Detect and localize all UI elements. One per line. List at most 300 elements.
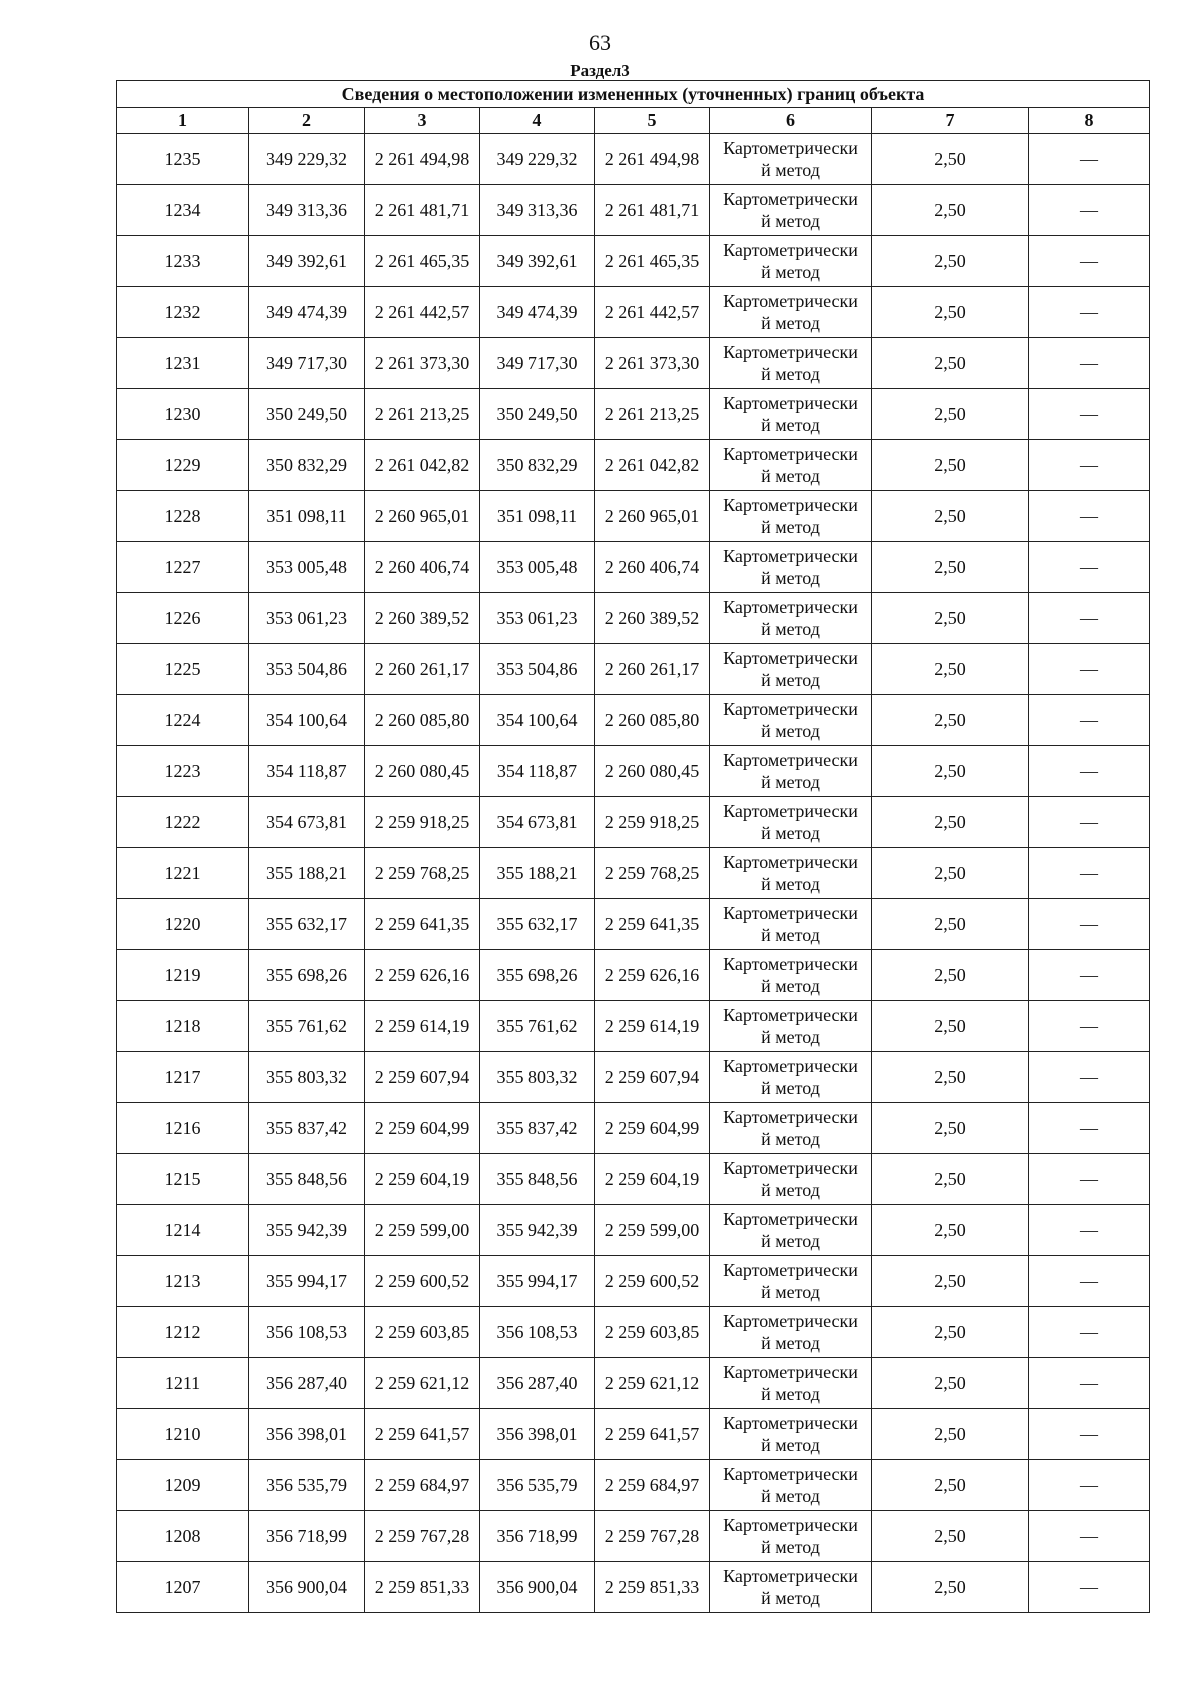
method-text-line2: й метод xyxy=(761,1231,820,1251)
y-existing-cell: 2 260 406,74 xyxy=(365,542,480,593)
y-refined-cell: 2 260 085,80 xyxy=(595,695,710,746)
column-number: 7 xyxy=(872,108,1029,134)
note-cell: — xyxy=(1029,1052,1150,1103)
method-text-line1: Картометрически xyxy=(723,648,858,668)
note-cell: — xyxy=(1029,1154,1150,1205)
accuracy-cell: 2,50 xyxy=(872,899,1029,950)
column-number: 2 xyxy=(249,108,365,134)
y-refined-cell: 2 261 213,25 xyxy=(595,389,710,440)
x-refined-cell: 353 005,48 xyxy=(480,542,595,593)
y-refined-cell: 2 259 767,28 xyxy=(595,1511,710,1562)
y-refined-cell: 2 259 607,94 xyxy=(595,1052,710,1103)
y-existing-cell: 2 259 768,25 xyxy=(365,848,480,899)
accuracy-cell: 2,50 xyxy=(872,338,1029,389)
x-existing-cell: 355 994,17 xyxy=(249,1256,365,1307)
point-id-cell: 1216 xyxy=(117,1103,249,1154)
method-cell xyxy=(710,1052,872,1103)
y-refined-cell: 2 259 599,00 xyxy=(595,1205,710,1256)
x-refined-cell: 349 717,30 xyxy=(480,338,595,389)
x-existing-cell: 353 504,86 xyxy=(249,644,365,695)
y-refined-cell: 2 261 373,30 xyxy=(595,338,710,389)
method-cell xyxy=(710,1256,872,1307)
x-existing-cell: 355 942,39 xyxy=(249,1205,365,1256)
y-existing-cell: 2 260 389,52 xyxy=(365,593,480,644)
point-id-cell: 1223 xyxy=(117,746,249,797)
accuracy-cell: 2,50 xyxy=(872,1154,1029,1205)
y-existing-cell: 2 260 261,17 xyxy=(365,644,480,695)
x-existing-cell: 354 118,87 xyxy=(249,746,365,797)
table-row xyxy=(117,1001,1150,1052)
table-row xyxy=(117,440,1150,491)
y-refined-cell: 2 259 626,16 xyxy=(595,950,710,1001)
x-existing-cell: 355 761,62 xyxy=(249,1001,365,1052)
x-refined-cell: 354 673,81 xyxy=(480,797,595,848)
y-existing-cell: 2 259 851,33 xyxy=(365,1562,480,1613)
point-id-cell: 1214 xyxy=(117,1205,249,1256)
point-id-cell: 1231 xyxy=(117,338,249,389)
method-text-line2: й метод xyxy=(761,211,820,231)
method-cell xyxy=(710,899,872,950)
point-id-cell: 1226 xyxy=(117,593,249,644)
y-existing-cell: 2 261 042,82 xyxy=(365,440,480,491)
method-cell xyxy=(710,1460,872,1511)
x-refined-cell: 355 188,21 xyxy=(480,848,595,899)
y-refined-cell: 2 259 621,12 xyxy=(595,1358,710,1409)
x-existing-cell: 350 832,29 xyxy=(249,440,365,491)
accuracy-cell: 2,50 xyxy=(872,1205,1029,1256)
method-text-line1: Картометрически xyxy=(723,903,858,923)
x-refined-cell: 356 900,04 xyxy=(480,1562,595,1613)
point-id-cell: 1208 xyxy=(117,1511,249,1562)
note-cell: — xyxy=(1029,1205,1150,1256)
accuracy-cell: 2,50 xyxy=(872,695,1029,746)
accuracy-cell: 2,50 xyxy=(872,389,1029,440)
x-refined-cell: 349 392,61 xyxy=(480,236,595,287)
note-cell: — xyxy=(1029,338,1150,389)
y-refined-cell: 2 259 604,99 xyxy=(595,1103,710,1154)
y-refined-cell: 2 259 600,52 xyxy=(595,1256,710,1307)
table-row xyxy=(117,1511,1150,1562)
x-refined-cell: 356 287,40 xyxy=(480,1358,595,1409)
method-text-line1: Картометрически xyxy=(723,546,858,566)
note-cell: — xyxy=(1029,1562,1150,1613)
method-text-line1: Картометрически xyxy=(723,240,858,260)
accuracy-cell: 2,50 xyxy=(872,134,1029,185)
x-refined-cell: 353 061,23 xyxy=(480,593,595,644)
table-caption: Сведения о местоположении измененных (уточненных) границ объекта xyxy=(117,81,1150,108)
column-number: 6 xyxy=(710,108,872,134)
x-refined-cell: 354 100,64 xyxy=(480,695,595,746)
method-cell xyxy=(710,287,872,338)
y-refined-cell: 2 261 481,71 xyxy=(595,185,710,236)
column-number: 5 xyxy=(595,108,710,134)
note-cell: — xyxy=(1029,1460,1150,1511)
accuracy-cell: 2,50 xyxy=(872,1307,1029,1358)
point-id-cell: 1234 xyxy=(117,185,249,236)
method-text-line1: Картометрически xyxy=(723,1464,858,1484)
method-text-line1: Картометрически xyxy=(723,342,858,362)
x-existing-cell: 349 392,61 xyxy=(249,236,365,287)
point-id-cell: 1227 xyxy=(117,542,249,593)
note-cell: — xyxy=(1029,1307,1150,1358)
y-refined-cell: 2 259 684,97 xyxy=(595,1460,710,1511)
method-cell xyxy=(710,185,872,236)
note-cell: — xyxy=(1029,134,1150,185)
method-cell xyxy=(710,695,872,746)
y-existing-cell: 2 259 600,52 xyxy=(365,1256,480,1307)
point-id-cell: 1228 xyxy=(117,491,249,542)
note-cell: — xyxy=(1029,695,1150,746)
accuracy-cell: 2,50 xyxy=(872,950,1029,1001)
method-text-line1: Картометрически xyxy=(723,1362,858,1382)
method-text-line1: Картометрически xyxy=(723,291,858,311)
table-caption-row xyxy=(117,81,1150,108)
note-cell: — xyxy=(1029,797,1150,848)
method-text-line2: й метод xyxy=(761,976,820,996)
x-refined-cell: 355 698,26 xyxy=(480,950,595,1001)
method-cell xyxy=(710,236,872,287)
y-existing-cell: 2 261 213,25 xyxy=(365,389,480,440)
page-number: 63 xyxy=(589,30,611,55)
method-cell xyxy=(710,644,872,695)
method-text-line1: Картометрически xyxy=(723,495,858,515)
method-text-line2: й метод xyxy=(761,1588,820,1608)
method-text-line2: й метод xyxy=(761,466,820,486)
y-refined-cell: 2 259 614,19 xyxy=(595,1001,710,1052)
y-existing-cell: 2 259 614,19 xyxy=(365,1001,480,1052)
method-cell xyxy=(710,746,872,797)
x-existing-cell: 350 249,50 xyxy=(249,389,365,440)
point-id-cell: 1233 xyxy=(117,236,249,287)
x-existing-cell: 355 837,42 xyxy=(249,1103,365,1154)
point-id-cell: 1235 xyxy=(117,134,249,185)
table-row xyxy=(117,1358,1150,1409)
method-text-line1: Картометрически xyxy=(723,852,858,872)
accuracy-cell: 2,50 xyxy=(872,1511,1029,1562)
y-refined-cell: 2 260 965,01 xyxy=(595,491,710,542)
method-text-line2: й метод xyxy=(761,619,820,639)
x-refined-cell: 349 229,32 xyxy=(480,134,595,185)
table-row xyxy=(117,695,1150,746)
table-row xyxy=(117,1307,1150,1358)
method-text-line2: й метод xyxy=(761,160,820,180)
method-text-line1: Картометрически xyxy=(723,393,858,413)
y-existing-cell: 2 259 626,16 xyxy=(365,950,480,1001)
point-id-cell: 1210 xyxy=(117,1409,249,1460)
accuracy-cell: 2,50 xyxy=(872,491,1029,542)
method-text-line2: й метод xyxy=(761,313,820,333)
method-text-line1: Картометрически xyxy=(723,801,858,821)
point-id-cell: 1219 xyxy=(117,950,249,1001)
method-text-line1: Картометрически xyxy=(723,1515,858,1535)
method-text-line2: й метод xyxy=(761,1129,820,1149)
table-row xyxy=(117,1409,1150,1460)
table-row xyxy=(117,848,1150,899)
method-text-line2: й метод xyxy=(761,1537,820,1557)
method-text-line1: Картометрически xyxy=(723,1209,858,1229)
note-cell: — xyxy=(1029,950,1150,1001)
method-text-line1: Картометрически xyxy=(723,189,858,209)
y-existing-cell: 2 259 604,19 xyxy=(365,1154,480,1205)
method-cell xyxy=(710,440,872,491)
y-existing-cell: 2 259 767,28 xyxy=(365,1511,480,1562)
method-text-line1: Картометрически xyxy=(723,1056,858,1076)
table-row xyxy=(117,1205,1150,1256)
method-cell xyxy=(710,1103,872,1154)
y-refined-cell: 2 259 918,25 xyxy=(595,797,710,848)
y-existing-cell: 2 259 641,57 xyxy=(365,1409,480,1460)
x-existing-cell: 356 398,01 xyxy=(249,1409,365,1460)
y-refined-cell: 2 261 442,57 xyxy=(595,287,710,338)
x-existing-cell: 349 474,39 xyxy=(249,287,365,338)
method-cell xyxy=(710,950,872,1001)
column-number-row xyxy=(117,108,1150,134)
x-existing-cell: 353 005,48 xyxy=(249,542,365,593)
method-cell xyxy=(710,1562,872,1613)
x-refined-cell: 356 398,01 xyxy=(480,1409,595,1460)
note-cell: — xyxy=(1029,1001,1150,1052)
method-text-line2: й метод xyxy=(761,874,820,894)
note-cell: — xyxy=(1029,1511,1150,1562)
method-text-line2: й метод xyxy=(761,1384,820,1404)
method-text-line1: Картометрически xyxy=(723,1107,858,1127)
x-existing-cell: 356 900,04 xyxy=(249,1562,365,1613)
note-cell: — xyxy=(1029,1103,1150,1154)
y-refined-cell: 2 259 604,19 xyxy=(595,1154,710,1205)
table-row xyxy=(117,899,1150,950)
y-existing-cell: 2 259 607,94 xyxy=(365,1052,480,1103)
note-cell: — xyxy=(1029,185,1150,236)
note-cell: — xyxy=(1029,440,1150,491)
method-cell xyxy=(710,1307,872,1358)
accuracy-cell: 2,50 xyxy=(872,1103,1029,1154)
accuracy-cell: 2,50 xyxy=(872,236,1029,287)
note-cell: — xyxy=(1029,542,1150,593)
accuracy-cell: 2,50 xyxy=(872,287,1029,338)
column-number: 4 xyxy=(480,108,595,134)
accuracy-cell: 2,50 xyxy=(872,440,1029,491)
method-text-line2: й метод xyxy=(761,1078,820,1098)
method-text-line2: й метод xyxy=(761,517,820,537)
accuracy-cell: 2,50 xyxy=(872,797,1029,848)
y-existing-cell: 2 261 494,98 xyxy=(365,134,480,185)
note-cell: — xyxy=(1029,1409,1150,1460)
note-cell: — xyxy=(1029,848,1150,899)
method-cell xyxy=(710,1511,872,1562)
note-cell: — xyxy=(1029,389,1150,440)
y-refined-cell: 2 259 641,35 xyxy=(595,899,710,950)
table-row xyxy=(117,950,1150,1001)
x-refined-cell: 355 837,42 xyxy=(480,1103,595,1154)
column-number: 3 xyxy=(365,108,480,134)
table-row xyxy=(117,1052,1150,1103)
y-existing-cell: 2 259 684,97 xyxy=(365,1460,480,1511)
accuracy-cell: 2,50 xyxy=(872,644,1029,695)
point-id-cell: 1207 xyxy=(117,1562,249,1613)
y-refined-cell: 2 261 465,35 xyxy=(595,236,710,287)
accuracy-cell: 2,50 xyxy=(872,1052,1029,1103)
x-existing-cell: 349 313,36 xyxy=(249,185,365,236)
column-number: 8 xyxy=(1029,108,1150,134)
x-refined-cell: 354 118,87 xyxy=(480,746,595,797)
y-existing-cell: 2 260 965,01 xyxy=(365,491,480,542)
method-cell xyxy=(710,1409,872,1460)
method-text-line1: Картометрически xyxy=(723,699,858,719)
x-refined-cell: 353 504,86 xyxy=(480,644,595,695)
y-refined-cell: 2 260 080,45 xyxy=(595,746,710,797)
table-row xyxy=(117,1460,1150,1511)
table-row xyxy=(117,746,1150,797)
x-existing-cell: 356 718,99 xyxy=(249,1511,365,1562)
method-text-line2: й метод xyxy=(761,415,820,435)
table-row xyxy=(117,593,1150,644)
note-cell: — xyxy=(1029,1358,1150,1409)
x-existing-cell: 355 698,26 xyxy=(249,950,365,1001)
note-cell: — xyxy=(1029,287,1150,338)
method-text-line1: Картометрически xyxy=(723,1566,858,1586)
table-row xyxy=(117,287,1150,338)
table-row xyxy=(117,338,1150,389)
x-refined-cell: 355 803,32 xyxy=(480,1052,595,1103)
point-id-cell: 1230 xyxy=(117,389,249,440)
table-row xyxy=(117,1103,1150,1154)
method-text-line2: й метод xyxy=(761,262,820,282)
method-cell xyxy=(710,848,872,899)
table-body xyxy=(117,134,1150,1613)
accuracy-cell: 2,50 xyxy=(872,185,1029,236)
y-refined-cell: 2 259 641,57 xyxy=(595,1409,710,1460)
y-refined-cell: 2 260 389,52 xyxy=(595,593,710,644)
method-text-line2: й метод xyxy=(761,1333,820,1353)
x-existing-cell: 356 108,53 xyxy=(249,1307,365,1358)
x-existing-cell: 354 673,81 xyxy=(249,797,365,848)
boundary-coordinates-table xyxy=(116,80,1150,1613)
section-title: Раздел3 xyxy=(570,61,630,80)
method-text-line2: й метод xyxy=(761,670,820,690)
accuracy-cell: 2,50 xyxy=(872,848,1029,899)
x-existing-cell: 356 287,40 xyxy=(249,1358,365,1409)
point-id-cell: 1215 xyxy=(117,1154,249,1205)
method-text-line1: Картометрически xyxy=(723,444,858,464)
accuracy-cell: 2,50 xyxy=(872,1001,1029,1052)
note-cell: — xyxy=(1029,899,1150,950)
y-refined-cell: 2 259 851,33 xyxy=(595,1562,710,1613)
method-text-line2: й метод xyxy=(761,1486,820,1506)
x-refined-cell: 355 632,17 xyxy=(480,899,595,950)
method-text-line2: й метод xyxy=(761,1180,820,1200)
note-cell: — xyxy=(1029,1256,1150,1307)
x-existing-cell: 349 717,30 xyxy=(249,338,365,389)
y-existing-cell: 2 261 373,30 xyxy=(365,338,480,389)
method-text-line2: й метод xyxy=(761,1435,820,1455)
x-existing-cell: 355 632,17 xyxy=(249,899,365,950)
table-row xyxy=(117,389,1150,440)
y-existing-cell: 2 259 621,12 xyxy=(365,1358,480,1409)
x-refined-cell: 351 098,11 xyxy=(480,491,595,542)
note-cell: — xyxy=(1029,236,1150,287)
method-text-line2: й метод xyxy=(761,823,820,843)
note-cell: — xyxy=(1029,746,1150,797)
y-refined-cell: 2 260 261,17 xyxy=(595,644,710,695)
x-refined-cell: 356 535,79 xyxy=(480,1460,595,1511)
method-cell xyxy=(710,797,872,848)
table-row xyxy=(117,134,1150,185)
method-cell xyxy=(710,389,872,440)
point-id-cell: 1232 xyxy=(117,287,249,338)
method-text-line2: й метод xyxy=(761,1027,820,1047)
method-text-line1: Картометрически xyxy=(723,138,858,158)
y-existing-cell: 2 259 604,99 xyxy=(365,1103,480,1154)
method-cell xyxy=(710,1001,872,1052)
method-text-line2: й метод xyxy=(761,721,820,741)
point-id-cell: 1209 xyxy=(117,1460,249,1511)
y-existing-cell: 2 259 641,35 xyxy=(365,899,480,950)
x-refined-cell: 356 718,99 xyxy=(480,1511,595,1562)
method-cell xyxy=(710,593,872,644)
note-cell: — xyxy=(1029,593,1150,644)
point-id-cell: 1213 xyxy=(117,1256,249,1307)
method-text-line1: Картометрически xyxy=(723,954,858,974)
accuracy-cell: 2,50 xyxy=(872,746,1029,797)
x-refined-cell: 355 761,62 xyxy=(480,1001,595,1052)
method-cell xyxy=(710,1154,872,1205)
point-id-cell: 1222 xyxy=(117,797,249,848)
table-row xyxy=(117,1256,1150,1307)
point-id-cell: 1211 xyxy=(117,1358,249,1409)
method-text-line1: Картометрически xyxy=(723,1158,858,1178)
method-cell xyxy=(710,491,872,542)
point-id-cell: 1225 xyxy=(117,644,249,695)
column-number: 1 xyxy=(117,108,249,134)
method-cell xyxy=(710,134,872,185)
point-id-cell: 1217 xyxy=(117,1052,249,1103)
table-row xyxy=(117,491,1150,542)
y-existing-cell: 2 260 080,45 xyxy=(365,746,480,797)
note-cell: — xyxy=(1029,491,1150,542)
method-text-line2: й метод xyxy=(761,1282,820,1302)
point-id-cell: 1221 xyxy=(117,848,249,899)
accuracy-cell: 2,50 xyxy=(872,1256,1029,1307)
x-refined-cell: 355 848,56 xyxy=(480,1154,595,1205)
x-refined-cell: 356 108,53 xyxy=(480,1307,595,1358)
x-refined-cell: 349 474,39 xyxy=(480,287,595,338)
y-refined-cell: 2 260 406,74 xyxy=(595,542,710,593)
x-existing-cell: 351 098,11 xyxy=(249,491,365,542)
y-existing-cell: 2 261 442,57 xyxy=(365,287,480,338)
point-id-cell: 1212 xyxy=(117,1307,249,1358)
point-id-cell: 1218 xyxy=(117,1001,249,1052)
x-existing-cell: 349 229,32 xyxy=(249,134,365,185)
method-cell xyxy=(710,1205,872,1256)
method-text-line1: Картометрически xyxy=(723,1005,858,1025)
y-existing-cell: 2 259 918,25 xyxy=(365,797,480,848)
y-existing-cell: 2 259 603,85 xyxy=(365,1307,480,1358)
accuracy-cell: 2,50 xyxy=(872,542,1029,593)
method-text-line1: Картометрически xyxy=(723,1311,858,1331)
y-existing-cell: 2 261 465,35 xyxy=(365,236,480,287)
note-cell: — xyxy=(1029,644,1150,695)
method-text-line1: Картометрически xyxy=(723,1260,858,1280)
y-existing-cell: 2 259 599,00 xyxy=(365,1205,480,1256)
table-row xyxy=(117,644,1150,695)
point-id-cell: 1220 xyxy=(117,899,249,950)
x-refined-cell: 349 313,36 xyxy=(480,185,595,236)
method-text-line1: Картометрически xyxy=(723,750,858,770)
y-refined-cell: 2 261 494,98 xyxy=(595,134,710,185)
x-existing-cell: 356 535,79 xyxy=(249,1460,365,1511)
method-cell xyxy=(710,542,872,593)
table-row xyxy=(117,1562,1150,1613)
